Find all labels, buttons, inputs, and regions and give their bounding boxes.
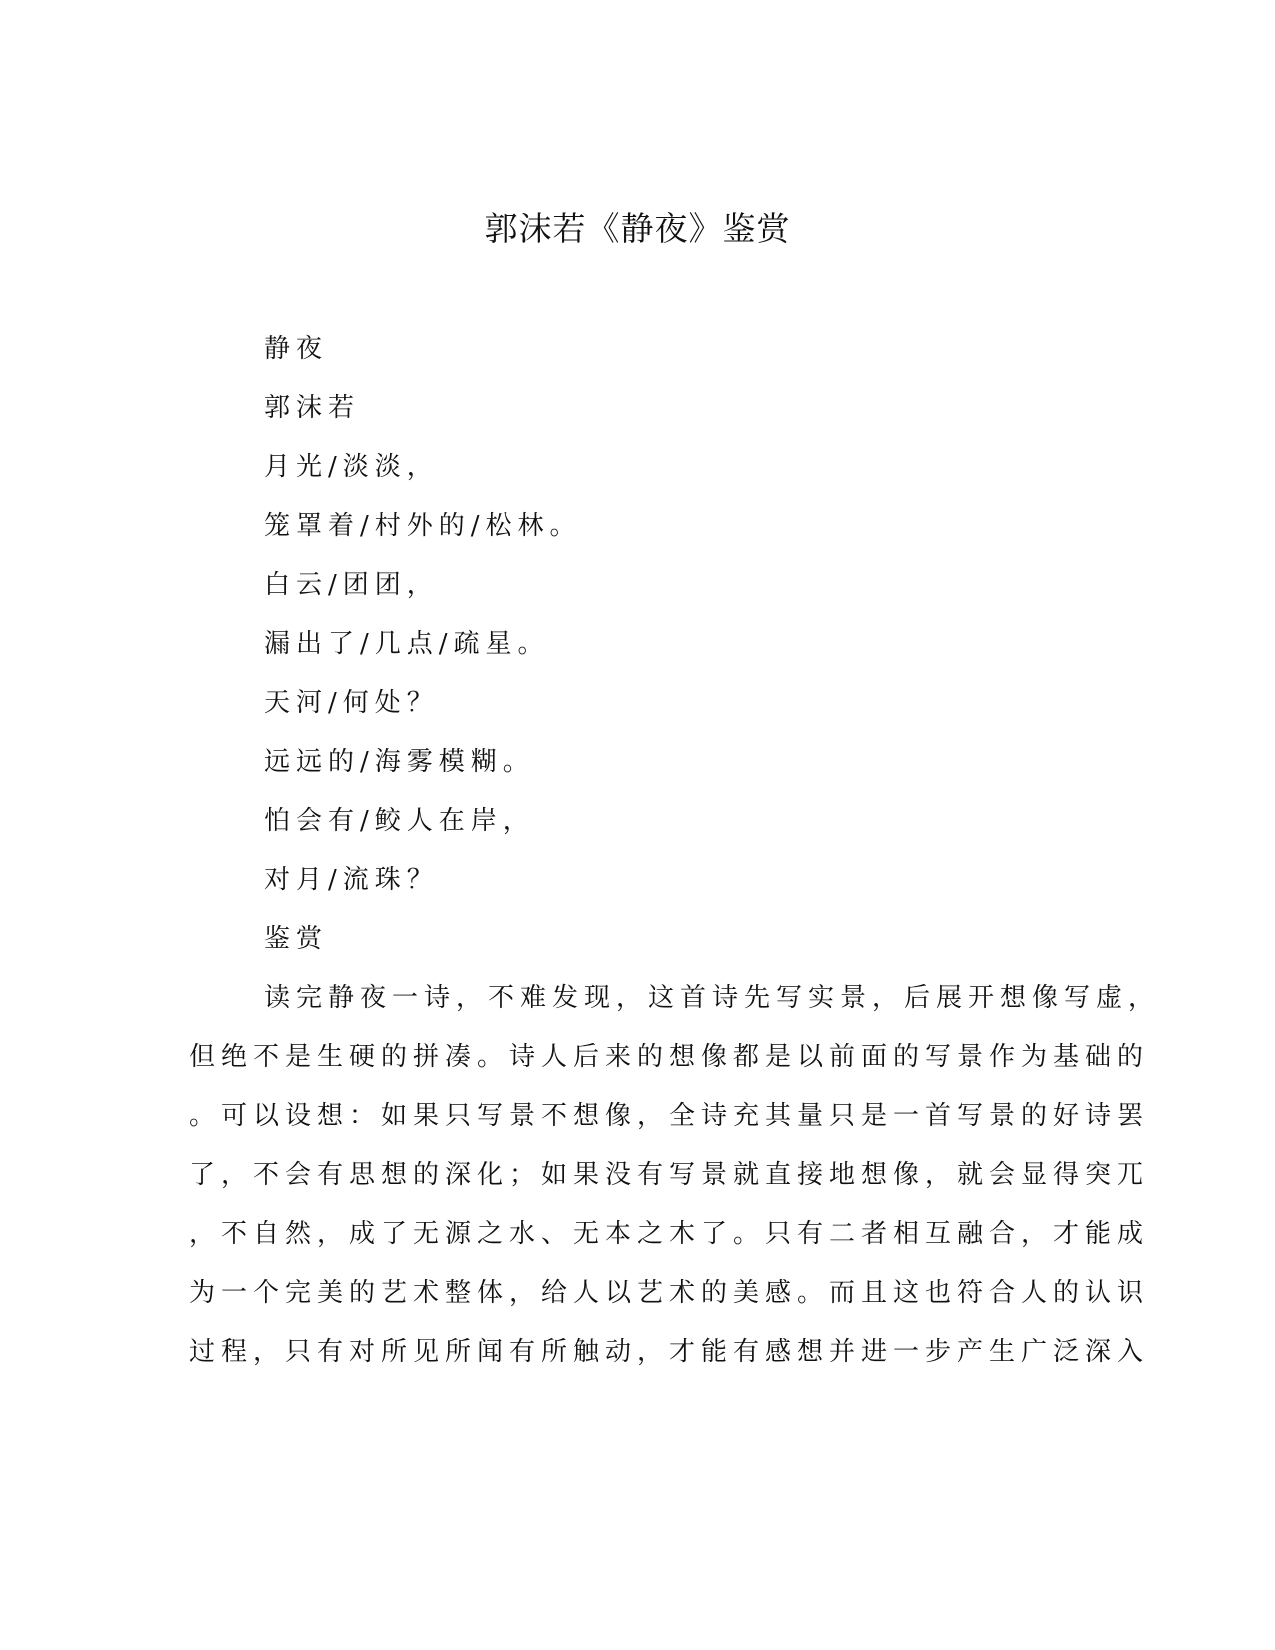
body-line: 了，不会有思想的深化；如果没有写景就直接地想像，就会显得突兀 [189,1160,1150,1190]
body-line: 。可以设想：如果只写景不想像，全诗充其量只是一首写景的好诗罢 [189,1101,1150,1131]
poem-line: 远远的/海雾模糊。 [264,747,535,777]
poem-line: 天河/何处？ [264,688,439,718]
poem-line: 笼罩着/村外的/松林。 [264,511,582,541]
poem-line: 月光/淡淡， [264,452,439,482]
section-heading: 鉴赏 [264,924,329,954]
poem-title: 静夜 [264,334,329,364]
poem-line: 漏出了/几点/疏星。 [264,629,550,659]
poem-line: 白云/团团， [264,570,439,600]
body-line: 为一个完美的艺术整体，给人以艺术的美感。而且这也符合人的认识 [189,1278,1150,1308]
body-line: 读完静夜一诗，不难发现，这首诗先写实景，后展开想像写虚， [264,983,1161,1013]
body-line: 过程，只有对所见所闻有所触动，才能有感想并进一步产生广泛深入 [189,1337,1150,1367]
poem-author: 郭沫若 [264,393,361,423]
page-title: 郭沫若《静夜》鉴赏 [484,209,791,248]
body-line: 但绝不是生硬的拼凑。诗人后来的想像都是以前面的写景作为基础的 [189,1042,1150,1072]
poem-line: 对月/流珠？ [264,865,439,895]
poem-line: 怕会有/鲛人在岸， [264,806,535,836]
body-line: ，不自然，成了无源之水、无本之木了。只有二者相互融合，才能成 [189,1219,1150,1249]
